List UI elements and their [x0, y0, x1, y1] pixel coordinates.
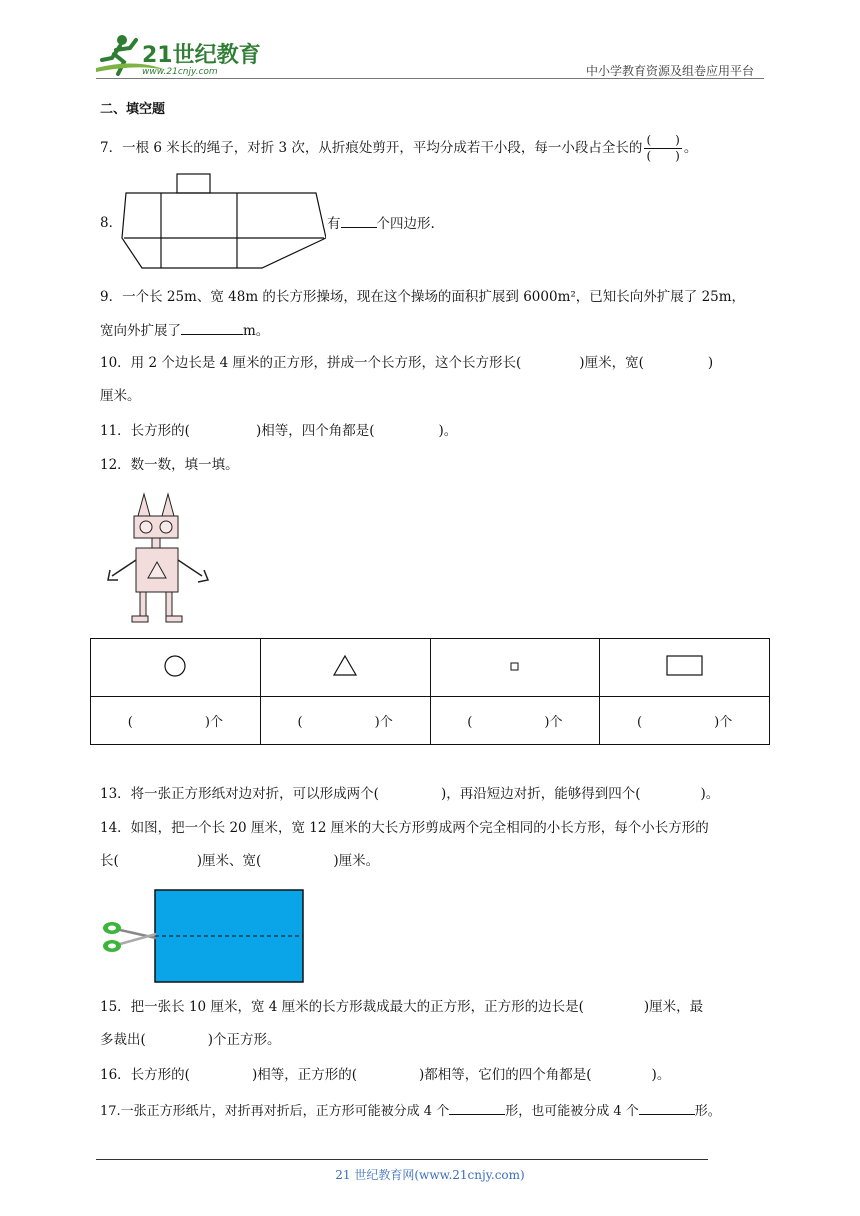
platform-name: 中小学教育资源及组卷应用平台	[585, 64, 754, 78]
question-8-number: 8．	[100, 215, 123, 231]
svg-text:21世纪教育: 21世纪教育	[142, 43, 261, 68]
question-8: 有 个四边形.	[327, 213, 435, 234]
circle-icon	[163, 654, 187, 678]
boat-shape-figure	[120, 172, 326, 270]
question-13: 13．将一张正方形纸对边对折，可以形成两个( )，再沿短边对折，能够得到四个( )。	[100, 786, 720, 802]
triangle-icon	[332, 654, 358, 678]
scissors-icon	[103, 922, 156, 952]
robot-figure	[100, 490, 216, 626]
question-7: 7．一根 6 米长的绳子，对折 3 次，从折痕处剪开，平均分成若干小段，每一小段占全长的 $\frac{( )}{( )}$ 。	[100, 133, 698, 163]
table-cell-square	[430, 639, 600, 697]
question-10-line1: 10．用 2 个边长是 4 厘米的正方形，拼成一个长方形，这个长方形长( )厘米，宽( )	[100, 355, 714, 371]
table-cell-rectangle	[600, 639, 770, 697]
question-12: 12．数一数，填一填。	[100, 457, 239, 473]
question-11: 11．长方形的( )相等，四个角都是( )。	[100, 423, 458, 439]
answer-blank[interactable]	[341, 213, 377, 228]
question-15-line2: 多裁出( )个正方形。	[100, 1032, 281, 1048]
question-16: 16．长方形的( )相等，正方形的( )都相等，它们的四个角都是( )。	[100, 1067, 671, 1083]
table-cell-circle	[91, 639, 261, 697]
answer-cell[interactable]: ( )个	[600, 697, 770, 745]
footer-rule	[96, 1159, 708, 1160]
answer-blank[interactable]	[639, 1100, 695, 1115]
answer-blank[interactable]	[181, 320, 243, 335]
question-15-line1: 15．把一张长 10 厘米，宽 4 厘米的长方形裁成最大的正方形，正方形的边长是( )厘米，最	[100, 999, 704, 1015]
question-14-line2: 长( )厘米、宽( )厘米。	[100, 853, 380, 869]
count-table	[90, 638, 770, 745]
answer-cell[interactable]: ( )个	[260, 697, 430, 745]
logo	[96, 30, 266, 78]
rectangle-icon	[666, 655, 704, 677]
table-cell-triangle	[260, 639, 430, 697]
question-17: 17.一张正方形纸片，对折再对折后，正方形可能被分成 4 个 形，也可能被分成 4 个 形。	[100, 1100, 721, 1122]
cut-rectangle-figure	[100, 888, 306, 984]
question-14-line1: 14．如图，把一个长 20 厘米，宽 12 厘米的大长方形剪成两个完全相同的小长方形，每个小长方形的	[100, 820, 709, 836]
answer-blank[interactable]	[449, 1100, 505, 1115]
svg-text:www.21cnjy.com: www.21cnjy.com	[142, 67, 218, 77]
question-9-line1: 9．一个长 25m、宽 48m 的长方形操场，现在这个操场的面积扩展到 6000m²，已知长向外扩展了 25m，	[100, 289, 746, 305]
square-icon	[510, 662, 520, 672]
question-10-line2: 厘米。	[100, 388, 141, 404]
header-rule	[96, 78, 764, 79]
runner-logo-icon	[96, 30, 266, 78]
answer-cell[interactable]: ( )个	[430, 697, 600, 745]
answer-cell[interactable]: ( )个	[91, 697, 261, 745]
footer-text: 21 世纪教育网(www.21cnjy.com)	[335, 1168, 525, 1182]
question-9-line2: 宽向外扩展了 m。	[100, 320, 269, 341]
fraction-blank[interactable]: $\frac{( )}{( )}$	[646, 133, 680, 163]
section-title: 二、填空题	[100, 102, 166, 117]
